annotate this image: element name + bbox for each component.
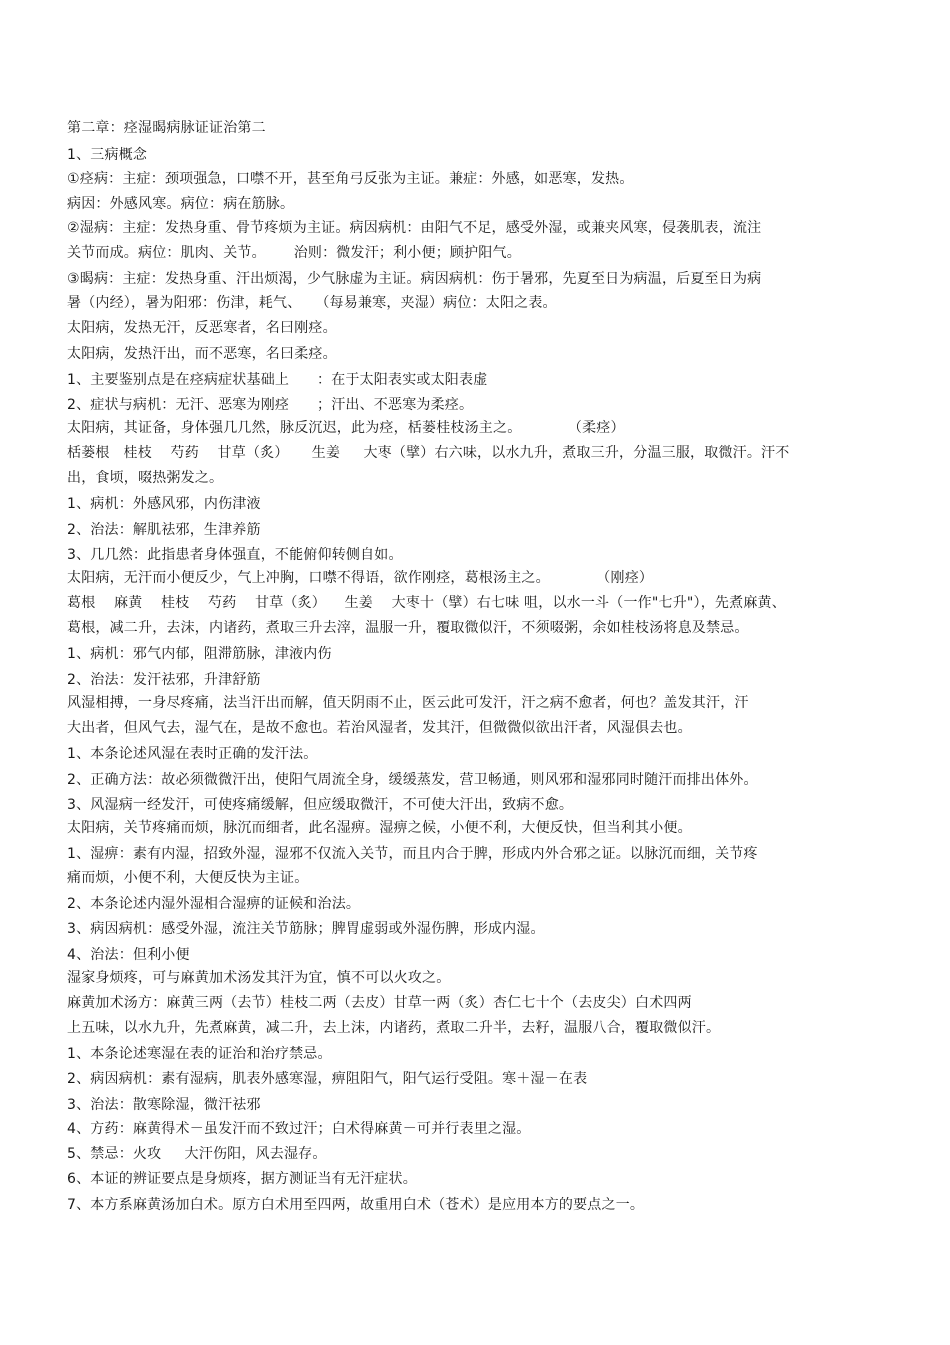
text-line: 出，食顷，啜热粥发之。 bbox=[67, 470, 224, 486]
text-line: 太阳病，发热汗出，而不恶寒，名曰柔痉。 bbox=[67, 346, 337, 362]
text-line: 2、本条论述内湿外湿相合湿痹的证候和治法。 bbox=[67, 896, 361, 912]
text-line: 2、正确方法：故必须微微汗出，使阳气周流全身，缓缓蒸发，营卫畅通，则风邪和湿邪同时随汗而排出体外。 bbox=[67, 772, 758, 788]
text-line: ①痉病：主症：颈项强急，口噤不开，甚至角弓反张为主证。兼症：外感，如恶寒，发热。 bbox=[67, 171, 634, 187]
text-line: 1、主要鉴别点是在痉病症状基础上 ：在于太阳表实或太阳表虚 bbox=[67, 372, 488, 388]
text-line: 太阳病，发热无汗，反恶寒者，名曰刚痉。 bbox=[67, 320, 337, 336]
text-line: 栝蒌根 桂枝 芍药 甘草（炙） 生姜 大枣（擘）右六味，以水九升，煮取三升，分温三服，取微汗。汗不 bbox=[67, 445, 790, 461]
text-line: 风湿相搏，一身尽疼痛，法当汗出而解，值天阴雨不止，医云此可发汗，汗之病不愈者，何也？盖发其汗，汗 bbox=[67, 695, 749, 711]
text-line: 5、禁忌：火攻 大汗伤阳，风去湿存。 bbox=[67, 1146, 327, 1162]
text-line: 4、治法：但利小便 bbox=[67, 947, 190, 963]
text-line: 3、几几然：此指患者身体强直，不能俯仰转侧自如。 bbox=[67, 547, 403, 563]
text-line: 1、病机：邪气内郁，阻滞筋脉，津液内伤 bbox=[67, 646, 332, 662]
text-line: ②湿病：主症：发热身重、骨节疼烦为主证。病因病机：由阳气不足，感受外湿，或兼夹风寒，侵袭肌表，流注 bbox=[67, 220, 762, 236]
text-line: 1、本条论述风湿在表时正确的发汗法。 bbox=[67, 746, 318, 762]
text-line: 湿家身烦疼，可与麻黄加术汤发其汗为宜，慎不可以火攻之。 bbox=[67, 970, 451, 986]
text-line: 1、三病概念 bbox=[67, 147, 148, 163]
text-line: 暑（内经），暑为阳邪：伤津，耗气、 （每易兼寒，夹湿）病位：太阳之表。 bbox=[67, 295, 557, 311]
text-line: 太阳病，其证备，身体强几几然，脉反沉迟，此为痉，栝蒌桂枝汤主之。 （柔痉） bbox=[67, 420, 625, 436]
text-line: 1、本条论述寒湿在表的证治和治疗禁忌。 bbox=[67, 1046, 332, 1062]
text-line: 3、病因病机：感受外湿，流注关节筋脉；脾胃虚弱或外湿伤脾，形成内湿。 bbox=[67, 921, 545, 937]
text-line: 3、治法：散寒除湿，微汗祛邪 bbox=[67, 1097, 261, 1113]
text-line: 太阳病，关节疼痛而烦，脉沉而细者，此名湿痹。湿痹之候，小便不利，大便反快，但当利其小便。 bbox=[67, 820, 692, 836]
text-line: 7、本方系麻黄汤加白术。原方白术用至四两，故重用白术（苍术）是应用本方的要点之一。 bbox=[67, 1197, 645, 1213]
text-line: 2、治法：发汗祛邪，升津舒筋 bbox=[67, 672, 261, 688]
chapter-title: 第二章：痉湿暍病脉证证治第二 bbox=[67, 120, 266, 136]
text-line: 太阳病，无汗而小便反少，气上冲胸，口噤不得语，欲作刚痉，葛根汤主之。 （刚痉） bbox=[67, 570, 654, 586]
text-line: 2、症状与病机：无汗、恶寒为刚痉 ；汗出、不恶寒为柔痉。 bbox=[67, 397, 474, 413]
text-line: 1、病机：外感风邪，内伤津液 bbox=[67, 496, 261, 512]
text-line: 上五味，以水九升，先煮麻黄，减二升，去上沫，内诸药，煮取二升半，去籽，温服八合，覆取微似汗。 bbox=[67, 1020, 721, 1036]
text-line: 4、方药：麻黄得术－虽发汗而不致过汗；白术得麻黄－可并行表里之湿。 bbox=[67, 1121, 531, 1137]
text-line: 3、风湿病一经发汗，可使疼痛缓解，但应缓取微汗，不可使大汗出，致病不愈。 bbox=[67, 797, 574, 813]
text-line: 2、治法：解肌祛邪，生津养筋 bbox=[67, 522, 261, 538]
text-line: 大出者，但风气去，湿气在，是故不愈也。若治风湿者，发其汗，但微微似欲出汗者，风湿俱去也。 bbox=[67, 720, 692, 736]
text-line: 痛而烦，小便不利，大便反快为主证。 bbox=[67, 870, 309, 886]
text-line: 病因：外感风寒。病位：病在筋脉。 bbox=[67, 196, 295, 212]
text-line: 6、本证的辨证要点是身烦疼，据方测证当有无汗症状。 bbox=[67, 1171, 417, 1187]
text-line: 关节而成。病位：肌肉、关节。 治则：微发汗；利小便；顾护阳气。 bbox=[67, 245, 521, 261]
text-line: 葛根，减二升，去沫，内诸药，煮取三升去滓，温服一升，覆取微似汗，不须啜粥，余如桂枝汤将息及禁忌。 bbox=[67, 620, 749, 636]
text-line: 葛根 麻黄 桂枝 芍药 甘草（炙） 生姜 大枣十（擘）右七味 咀，以水一斗（一作"七升"），先煮麻黄、 bbox=[67, 595, 786, 611]
text-line: 2、病因病机：素有湿病，肌表外感寒湿，痹阻阳气，阳气运行受阻。寒＋湿－在表 bbox=[67, 1071, 588, 1087]
text-line: ③暍病：主症：发热身重、汗出烦渴，少气脉虚为主证。病因病机：伤于暑邪，先夏至日为病温，后夏至日为病 bbox=[67, 271, 762, 287]
text-line: 麻黄加术汤方：麻黄三两（去节）桂枝二两（去皮）甘草一两（炙）杏仁七十个（去皮尖）白术四两 bbox=[67, 995, 692, 1011]
text-line: 1、湿痹：素有内湿，招致外湿，湿邪不仅流入关节，而且内合于脾，形成内外合邪之证。以脉沉而细，关节疼 bbox=[67, 846, 758, 862]
